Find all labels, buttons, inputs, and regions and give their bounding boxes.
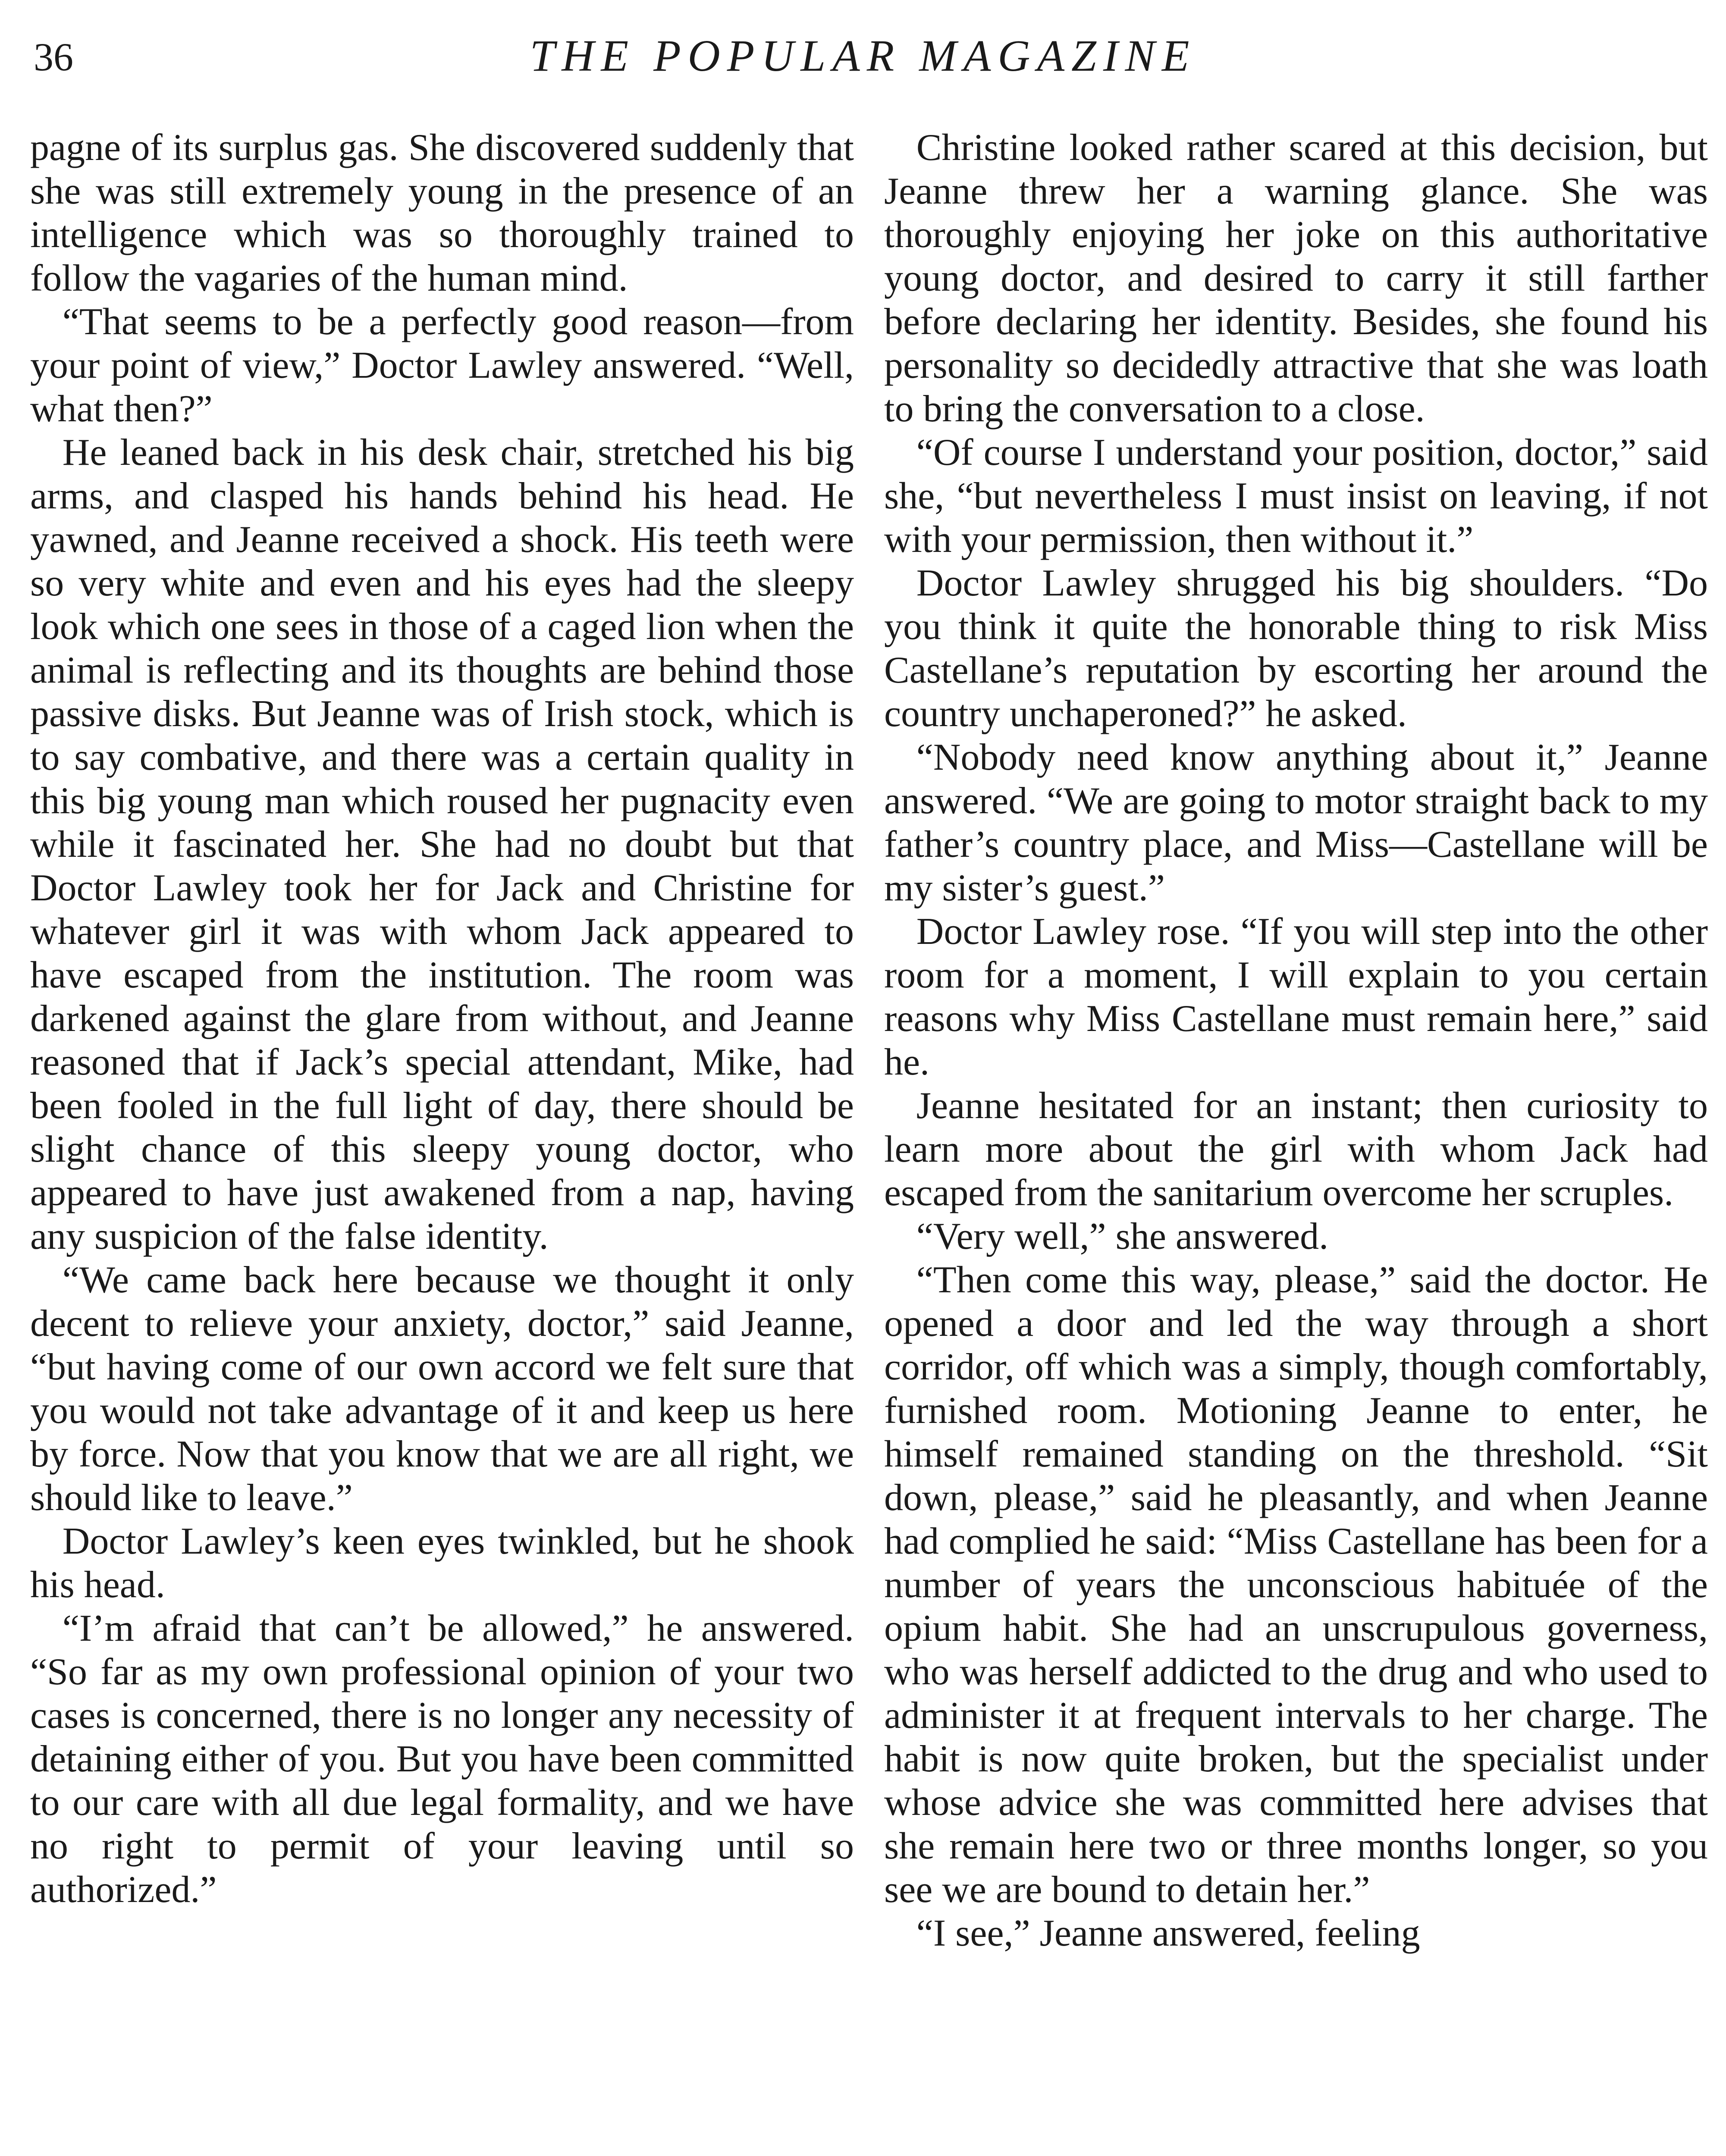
paragraph: “Of course I understand your position, doctor,” said she, “but nevertheless I must insist on leaving, if not with your permission, then without it.” xyxy=(884,432,1708,561)
paragraph: “Nobody need know anything about it,” Jeanne answered. “We are going to motor straight back to my father’s country place, and Miss—Castellane will be my sister’s guest.” xyxy=(884,736,1708,909)
paragraph: Christine looked rather scared at this decision, but Jeanne threw her a warning glance. She was thoroughly enjoying her joke on this authoritative young doctor, and desired to carry it still farther before declaring her identity. Besides, she found his personality so decidedly attractive that she was loath to bring the conversation to a close. xyxy=(884,127,1708,430)
magazine-title: THE POPULAR MAGAZINE xyxy=(530,31,1196,81)
paragraph: “I see,” Jeanne answered, feeling xyxy=(916,1912,1420,1954)
page-header xyxy=(0,26,1726,99)
right-column xyxy=(884,126,1708,2156)
paragraph: Jeanne hesitated for an instant; then curiosity to learn more about the girl with whom Jack had escaped from the sanitarium overcome her scruples. xyxy=(884,1085,1708,1214)
left-column xyxy=(30,126,854,2156)
paragraph: “Then come this way, please,” said the doctor. He opened a door and led the way through a short corridor, off which was a simply, though comfortably, furnished room. Motioning Jeanne to enter, he himself remained standing on the threshold. “Sit down, please,” said he pleasantly, and when Jeanne had complied he said: “Miss Castellane has been for a number of years the unconscious habituée of the opium habit. She had an unscrupulous governess, who was herself addicted to the drug and who used to administer it at frequent intervals to her charge. The habit is now quite broken, but the specialist under whose advice she was committed here advises that she remain here two or three months longer, so you see we are bound to detain her.” xyxy=(884,1259,1708,1911)
paragraph: Doctor Lawley’s keen eyes twinkled, but he shook his head. xyxy=(30,1520,854,1606)
paragraph: “Very well,” she answered. xyxy=(916,1216,1329,1257)
paragraph: “That seems to be a perfectly good reason—from your point of view,” Doctor Lawley answered. “Well, what then?” xyxy=(30,301,854,430)
paragraph: He leaned back in his desk chair, stretched his big arms, and clasped his hands behind his head. He yawned, and Jeanne received a shock. His teeth were so very white and even and his eyes had the sleepy look which one sees in those of a caged lion when the animal is reflecting and its thoughts are behind those passive disks. But Jeanne was of Irish stock, which is to say combative, and there was a certain quality in this big young man which roused her pugnacity even while it fascinated her. She had no doubt but that Doctor Lawley took her for Jack and Christine for whatever girl it was with whom Jack appeared to have escaped from the institution. The room was darkened against the glare from without, and Jeanne reasoned that if Jack’s special attendant, Mike, had been fooled in the full light of day, there should be slight chance of this sleepy young doctor, who appeared to have just awakened from a nap, having any suspicion of the false identity. xyxy=(30,432,854,1257)
paragraph: “I’m afraid that can’t be allowed,” he answered. “So far as my own professional opinion of your two cases is concerned, there is no longer any necessity of detaining either of you. But you have been committed to our care with all due legal formality, and we have no right to permit of your leaving until so authorized.” xyxy=(30,1608,854,1911)
paragraph: Doctor Lawley rose. “If you will step into the other room for a moment, I will explain to you certain reasons why Miss Castellane must remain here,” said he. xyxy=(884,911,1708,1083)
paragraph: “We came back here because we thought it only decent to relieve your anxiety, doctor,” said Jeanne, “but having come of our own accord we felt sure that you would not take advantage of it and keep us here by force. Now that you know that we are all right, we should like to leave.” xyxy=(30,1259,854,1519)
page-number: 36 xyxy=(34,35,73,79)
paragraph: Doctor Lawley shrugged his big shoulders. “Do you think it quite the honorable thing to risk Miss Castellane’s reputation by escorting her around the country unchaperoned?” he asked. xyxy=(884,562,1708,735)
paragraph: pagne of its surplus gas. She discovered suddenly that she was still extremely young in the presence of an intelligence which was so thoroughly trained to follow the vagaries of the human mind. xyxy=(30,127,854,299)
